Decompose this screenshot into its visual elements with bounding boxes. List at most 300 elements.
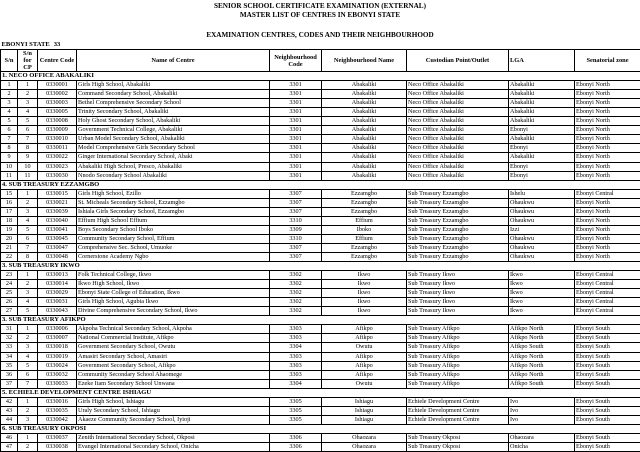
cell-centre-code: 0330022 — [38, 153, 77, 162]
cell-lga: Ikwo — [509, 280, 575, 289]
cell-zone: Ebonyi South — [575, 379, 640, 388]
cell-custodian: Sub Treasury Ikwo — [407, 289, 509, 298]
cell-neighbourhood-code: 3302 — [270, 271, 322, 280]
cell-neighbourhood-code: 3301 — [270, 108, 322, 117]
cell-lga: Afikpo North — [509, 361, 575, 370]
col-lga: LGA — [509, 50, 575, 72]
cell-sn-cp: 1 — [18, 433, 38, 442]
cell-sn: 37 — [1, 379, 18, 388]
cell-zone: Ebonyi North — [575, 81, 640, 90]
cell-centre-name: Abakaliki High School, Presco, Abakaliki — [77, 162, 270, 171]
cell-sn: 32 — [1, 334, 18, 343]
cell-neighbourhood-name: Abakaliki — [322, 153, 407, 162]
section-header — [1, 262, 640, 271]
cell-neighbourhood-name: Ohaozara — [322, 442, 407, 451]
cell-neighbourhood-code: 3301 — [270, 171, 322, 180]
cell-centre-code: 0330042 — [38, 415, 77, 424]
cell-lga: Afikpo South — [509, 343, 575, 352]
cell-zone: Ebonyi North — [575, 162, 640, 171]
cell-lga: Afikpo South — [509, 379, 575, 388]
cell-sn-cp: 2 — [18, 90, 38, 99]
cell-sn-cp: 2 — [18, 280, 38, 289]
cell-centre-name: Nnodo Secondary School Abakaliki — [77, 171, 270, 180]
cell-sn: 5 — [1, 117, 18, 126]
cell-sn-cp: 3 — [18, 289, 38, 298]
cell-zone: Ebonyi North — [575, 99, 640, 108]
cell-centre-name: Trinity Secondary School, Abakaliki — [77, 108, 270, 117]
cell-custodian: Sub Treasury Ezzamgbo — [407, 234, 509, 243]
cell-centre-name: Boys Secondary School Iboko — [77, 225, 270, 234]
cell-lga: Ohaozara — [509, 433, 575, 442]
cell-zone: Ebonyi North — [575, 207, 640, 216]
cell-custodian: Neco Office Abakaliki — [407, 108, 509, 117]
cell-neighbourhood-code: 3303 — [270, 325, 322, 334]
cell-neighbourhood-name: Afikpo — [322, 361, 407, 370]
cell-centre-name: Cornerstone Academy Ngbo — [77, 252, 270, 261]
cell-lga: Ivo — [509, 415, 575, 424]
cell-centre-code: 0330011 — [38, 144, 77, 153]
cell-lga: Abakaliki — [509, 135, 575, 144]
col-sn: S/n — [1, 50, 18, 72]
cell-sn: 17 — [1, 207, 18, 216]
section-title: 5. ECHIELE DEVELOPMENT CENTRE ISHIAGU — [1, 388, 640, 397]
cell-lga: Abakaliki — [509, 99, 575, 108]
cell-lga: Ohaukwu — [509, 243, 575, 252]
cell-custodian: Sub Treasury Afikpo — [407, 325, 509, 334]
cell-zone: Ebonyi North — [575, 126, 640, 135]
cell-neighbourhood-name: Ezzamgbo — [322, 207, 407, 216]
col-custodian: Custodian Point/Outlet — [407, 50, 509, 72]
cell-zone: Ebonyi North — [575, 108, 640, 117]
cell-centre-code: 0330016 — [38, 397, 77, 406]
section-title: 1. NECO OFFICE ABAKALIKI — [1, 72, 640, 81]
cell-zone: Ebonyi Central — [575, 298, 640, 307]
cell-sn-cp: 3 — [18, 343, 38, 352]
cell-zone: Ebonyi South — [575, 334, 640, 343]
cell-sn: 27 — [1, 307, 18, 316]
cell-sn: 23 — [1, 271, 18, 280]
cell-custodian: Sub Treasury Afikpo — [407, 343, 509, 352]
cell-zone: Ebonyi Central — [575, 289, 640, 298]
cell-lga: Ikwo — [509, 271, 575, 280]
section-header — [1, 72, 640, 81]
cell-sn: 36 — [1, 370, 18, 379]
cell-lga: Abakaliki — [509, 117, 575, 126]
cell-sn: 44 — [1, 415, 18, 424]
table-row — [1, 271, 640, 280]
cell-custodian: Sub Treasury Okposi — [407, 442, 509, 451]
table-row — [1, 234, 640, 243]
table-row — [1, 406, 640, 415]
cell-centre-code: 0330040 — [38, 216, 77, 225]
cell-zone: Ebonyi North — [575, 216, 640, 225]
cell-centre-code: 0330048 — [38, 252, 77, 261]
table-row — [1, 334, 640, 343]
cell-zone: Ebonyi South — [575, 433, 640, 442]
cell-custodian: Neco Office Abakaliki — [407, 117, 509, 126]
cell-neighbourhood-code: 3302 — [270, 289, 322, 298]
col-centre-code: Centre Code — [38, 50, 77, 72]
cell-sn-cp: 8 — [18, 252, 38, 261]
cell-centre-code: 0330045 — [38, 234, 77, 243]
cell-lga: Izzi — [509, 225, 575, 234]
col-neighbourhood-name: Neighbourhood Name — [322, 50, 407, 72]
cell-centre-name: Akpoha Technical Secondary School, Akpoha — [77, 325, 270, 334]
cell-sn: 19 — [1, 225, 18, 234]
cell-custodian: Sub Treasury Afikpo — [407, 370, 509, 379]
table-row — [1, 370, 640, 379]
table-row — [1, 99, 640, 108]
cell-neighbourhood-code: 3304 — [270, 379, 322, 388]
cell-lga: Onicha — [509, 442, 575, 451]
cell-sn-cp: 4 — [18, 352, 38, 361]
cell-centre-name: Holy Ghost Secondary School, Abakaliki — [77, 117, 270, 126]
cell-neighbourhood-name: Abakaliki — [322, 144, 407, 153]
cell-neighbourhood-name: Effium — [322, 234, 407, 243]
cell-neighbourhood-code: 3307 — [270, 198, 322, 207]
cell-centre-code: 0330006 — [38, 325, 77, 334]
cell-neighbourhood-code: 3301 — [270, 162, 322, 171]
cell-sn: 6 — [1, 126, 18, 135]
cell-zone: Ebonyi South — [575, 361, 640, 370]
cell-neighbourhood-code: 3307 — [270, 207, 322, 216]
cell-centre-code: 0330035 — [38, 406, 77, 415]
table-row — [1, 442, 640, 451]
cell-neighbourhood-code: 3303 — [270, 361, 322, 370]
cell-lga: Ohaukwu — [509, 198, 575, 207]
cell-lga: Afikpo North — [509, 370, 575, 379]
cell-neighbourhood-name: Ikwo — [322, 289, 407, 298]
cell-neighbourhood-code: 3305 — [270, 406, 322, 415]
section-title: 3. SUB TREASURY IKWO — [1, 262, 640, 271]
cell-neighbourhood-name: Abakaliki — [322, 162, 407, 171]
table-row — [1, 415, 640, 424]
cell-neighbourhood-code: 3307 — [270, 252, 322, 261]
cell-neighbourhood-name: Effium — [322, 216, 407, 225]
cell-sn-cp: 10 — [18, 162, 38, 171]
cell-centre-name: Ebonyi State College of Education, Ikwo — [77, 289, 270, 298]
cell-lga: Ohaukwu — [509, 216, 575, 225]
cell-neighbourhood-code: 3301 — [270, 90, 322, 99]
cell-sn-cp: 5 — [18, 307, 38, 316]
table-row — [1, 144, 640, 153]
cell-zone: Ebonyi North — [575, 90, 640, 99]
cell-sn-cp: 7 — [18, 135, 38, 144]
table-row — [1, 289, 640, 298]
cell-centre-code: 0330047 — [38, 243, 77, 252]
cell-neighbourhood-name: Ishiagu — [322, 397, 407, 406]
cell-sn-cp: 5 — [18, 225, 38, 234]
cell-centre-code: 0330015 — [38, 189, 77, 198]
cell-custodian: Sub Treasury Ikwo — [407, 280, 509, 289]
section-header — [1, 180, 640, 189]
cell-custodian: Neco Office Abakaliki — [407, 135, 509, 144]
cell-sn: 46 — [1, 433, 18, 442]
cell-neighbourhood-code: 3307 — [270, 243, 322, 252]
cell-neighbourhood-name: Abakaliki — [322, 135, 407, 144]
cell-custodian: Echiele Development Centre — [407, 415, 509, 424]
cell-zone: Ebonyi South — [575, 325, 640, 334]
cell-centre-code: 0330038 — [38, 442, 77, 451]
cell-lga: Afikpo North — [509, 325, 575, 334]
cell-sn-cp: 2 — [18, 334, 38, 343]
cell-centre-code: 0330041 — [38, 225, 77, 234]
cell-custodian: Neco Office Abakaliki — [407, 171, 509, 180]
cell-centre-name: Bethel Comprehensive Secondary School — [77, 99, 270, 108]
cell-sn: 22 — [1, 252, 18, 261]
cell-neighbourhood-name: Afikpo — [322, 325, 407, 334]
cell-centre-code: 0330037 — [38, 433, 77, 442]
table-row — [1, 207, 640, 216]
cell-custodian: Neco Office Abakaliki — [407, 90, 509, 99]
cell-lga: Ikwo — [509, 289, 575, 298]
cell-centre-code: 0330010 — [38, 135, 77, 144]
state-label: EBONYI STATE — [1, 41, 38, 50]
col-neighbourhood-code: Neighbourhood Code — [270, 50, 322, 72]
cell-centre-name: Girls High School, Ezillo — [77, 189, 270, 198]
table-row — [1, 198, 640, 207]
cell-sn-cp: 6 — [18, 370, 38, 379]
cell-sn-cp: 1 — [18, 81, 38, 90]
cell-neighbourhood-code: 3310 — [270, 216, 322, 225]
cell-zone: Ebonyi Central — [575, 271, 640, 280]
cell-centre-code: 0330021 — [38, 198, 77, 207]
cell-neighbourhood-code: 3306 — [270, 442, 322, 451]
cell-sn-cp: 8 — [18, 144, 38, 153]
cell-lga: Abakaliki — [509, 90, 575, 99]
cell-sn-cp: 2 — [18, 442, 38, 451]
table-row — [1, 433, 640, 442]
cell-custodian: Sub Treasury Ikwo — [407, 271, 509, 280]
section-title: 4. SUB TREASURY EZZAMGBO — [1, 180, 640, 189]
cell-lga: Ivo — [509, 397, 575, 406]
cell-centre-code: 0330024 — [38, 361, 77, 370]
cell-zone: Ebonyi South — [575, 352, 640, 361]
cell-sn: 47 — [1, 442, 18, 451]
cell-centre-code: 0330032 — [38, 370, 77, 379]
cell-neighbourhood-name: Ishiagu — [322, 406, 407, 415]
table-row — [1, 379, 640, 388]
cell-centre-code: 0330003 — [38, 99, 77, 108]
cell-zone: Ebonyi South — [575, 343, 640, 352]
cell-zone: Ebonyi North — [575, 252, 640, 261]
cell-sn-cp: 4 — [18, 298, 38, 307]
cell-custodian: Neco Office Abakaliki — [407, 153, 509, 162]
cell-sn: 21 — [1, 243, 18, 252]
cell-centre-name: Girls High School, Ishiagu — [77, 397, 270, 406]
table-row — [1, 298, 640, 307]
table-row — [1, 325, 640, 334]
cell-lga: Ebonyi — [509, 162, 575, 171]
cell-lga: Afikpo North — [509, 352, 575, 361]
cell-neighbourhood-name: Abakaliki — [322, 117, 407, 126]
cell-zone: Ebonyi South — [575, 406, 640, 415]
cell-custodian: Sub Treasury Afikpo — [407, 361, 509, 370]
cell-lga: Abakaliki — [509, 81, 575, 90]
cell-custodian: Sub Treasury Afikpo — [407, 352, 509, 361]
cell-zone: Ebonyi South — [575, 415, 640, 424]
cell-lga: Ishelu — [509, 189, 575, 198]
cell-sn-cp: 11 — [18, 171, 38, 180]
cell-sn-cp: 7 — [18, 243, 38, 252]
table-row — [1, 225, 640, 234]
cell-sn: 33 — [1, 343, 18, 352]
cell-sn: 3 — [1, 99, 18, 108]
cell-lga: Ebonyi — [509, 171, 575, 180]
cell-centre-name: Girls High School, Abakaliki — [77, 81, 270, 90]
cell-centre-name: Effium High School Effium — [77, 216, 270, 225]
master-list-title: MASTER LIST OF CENTRES IN EBONYI STATE — [0, 11, 640, 20]
cell-sn: 25 — [1, 289, 18, 298]
table-row — [1, 81, 640, 90]
cell-zone: Ebonyi Central — [575, 307, 640, 316]
cell-centre-name: Ezeke Itam Secondary School Unwana — [77, 379, 270, 388]
cell-neighbourhood-code: 3306 — [270, 433, 322, 442]
table-row — [1, 189, 640, 198]
table-row — [1, 216, 640, 225]
cell-neighbourhood-name: Ikwo — [322, 280, 407, 289]
cell-centre-code: 0330031 — [38, 298, 77, 307]
cell-neighbourhood-name: Ikwo — [322, 271, 407, 280]
cell-centre-code: 0330019 — [38, 352, 77, 361]
cell-zone: Ebonyi Central — [575, 189, 640, 198]
table-row — [1, 252, 640, 261]
cell-zone: Ebonyi North — [575, 144, 640, 153]
cell-neighbourhood-name: Iboko — [322, 225, 407, 234]
cell-lga: Abakaliki — [509, 108, 575, 117]
cell-sn-cp: 4 — [18, 216, 38, 225]
section-header — [1, 388, 640, 397]
cell-custodian: Neco Office Abakaliki — [407, 126, 509, 135]
col-zone: Senatorial zone — [575, 50, 640, 72]
table-row — [1, 126, 640, 135]
cell-neighbourhood-code: 3303 — [270, 370, 322, 379]
cell-custodian: Sub Treasury Okposi — [407, 433, 509, 442]
cell-neighbourhood-code: 3309 — [270, 225, 322, 234]
cell-centre-name: Government Secondary School, Owutu — [77, 343, 270, 352]
cell-sn: 35 — [1, 361, 18, 370]
cell-centre-code: 0330018 — [38, 343, 77, 352]
cell-centre-name: Command Secondary School, Abakaliki — [77, 90, 270, 99]
cell-neighbourhood-name: Ezzamgbo — [322, 198, 407, 207]
cell-neighbourhood-name: Abakaliki — [322, 126, 407, 135]
cell-zone: Ebonyi South — [575, 370, 640, 379]
cell-centre-name: Girls High School, Agubia Ikwo — [77, 298, 270, 307]
cell-neighbourhood-code: 3301 — [270, 126, 322, 135]
cell-neighbourhood-name: Abakaliki — [322, 108, 407, 117]
cell-zone: Ebonyi North — [575, 117, 640, 126]
cell-neighbourhood-code: 3303 — [270, 334, 322, 343]
cell-neighbourhood-name: Afikpo — [322, 370, 407, 379]
cell-centre-code: 0330013 — [38, 271, 77, 280]
cell-centre-code: 0330030 — [38, 171, 77, 180]
cell-lga: Ikwo — [509, 307, 575, 316]
table-row — [1, 361, 640, 370]
cell-sn-cp: 5 — [18, 361, 38, 370]
cell-centre-name: Model Comprehensive Girls Secondary School — [77, 144, 270, 153]
centres-subtitle: EXAMINATION CENTRES, CODES AND THEIR NEIGHBOURHOOD — [0, 31, 640, 40]
cell-neighbourhood-code: 3302 — [270, 298, 322, 307]
table-row — [1, 307, 640, 316]
cell-custodian: Sub Treasury Ezzamgbo — [407, 207, 509, 216]
cell-centre-name: Government Technical College, Abakaliki — [77, 126, 270, 135]
cell-sn: 20 — [1, 234, 18, 243]
cell-zone: Ebonyi North — [575, 225, 640, 234]
cell-centre-code: 0330001 — [38, 81, 77, 90]
cell-centre-code: 0330008 — [38, 117, 77, 126]
cell-neighbourhood-name: Abakaliki — [322, 171, 407, 180]
cell-custodian: Sub Treasury Ikwo — [407, 298, 509, 307]
table-row — [1, 343, 640, 352]
cell-centre-code: 0330014 — [38, 280, 77, 289]
cell-lga: Ivo — [509, 406, 575, 415]
cell-zone: Ebonyi Central — [575, 280, 640, 289]
cell-zone: Ebonyi North — [575, 135, 640, 144]
cell-centre-name: Akaeze Community Secondary School, Iyioji — [77, 415, 270, 424]
cell-neighbourhood-code: 3301 — [270, 135, 322, 144]
cell-lga: Ohaukwu — [509, 207, 575, 216]
cell-centre-code: 0330029 — [38, 289, 77, 298]
cell-zone: Ebonyi North — [575, 234, 640, 243]
cell-centre-name: Community Secondary School, Effium — [77, 234, 270, 243]
cell-zone: Ebonyi North — [575, 153, 640, 162]
cell-lga: Ebonyi — [509, 126, 575, 135]
cell-neighbourhood-name: Abakaliki — [322, 99, 407, 108]
state-row — [1, 41, 640, 50]
cell-lga: Ikwo — [509, 298, 575, 307]
cell-neighbourhood-code: 3307 — [270, 189, 322, 198]
cell-neighbourhood-code: 3304 — [270, 343, 322, 352]
table-row — [1, 153, 640, 162]
section-title: 3. SUB TREASURY AFIKPO — [1, 316, 640, 325]
cell-centre-name: Urban Model Secondary School, Abakaliki — [77, 135, 270, 144]
cell-sn: 8 — [1, 144, 18, 153]
cell-neighbourhood-code: 3301 — [270, 144, 322, 153]
table-row — [1, 352, 640, 361]
cell-centre-code: 0330033 — [38, 379, 77, 388]
centres-table — [0, 41, 640, 452]
table-row — [1, 108, 640, 117]
cell-neighbourhood-code: 3305 — [270, 397, 322, 406]
cell-zone: Ebonyi South — [575, 397, 640, 406]
section-header — [1, 316, 640, 325]
table-row — [1, 243, 640, 252]
cell-sn: 24 — [1, 280, 18, 289]
cell-centre-name: Zenith International Secondary School, Okposi — [77, 433, 270, 442]
cell-neighbourhood-name: Afikpo — [322, 352, 407, 361]
cell-centre-code: 0330039 — [38, 207, 77, 216]
cell-sn-cp: 2 — [18, 406, 38, 415]
cell-sn-cp: 3 — [18, 207, 38, 216]
cell-custodian: Sub Treasury Afikpo — [407, 379, 509, 388]
cell-sn-cp: 6 — [18, 234, 38, 243]
cell-centre-name: Comprehensive Sec. School, Umuoke — [77, 243, 270, 252]
table-row — [1, 135, 640, 144]
cell-sn: 1 — [1, 81, 18, 90]
cell-neighbourhood-name: Ezzamgbo — [322, 189, 407, 198]
cell-sn: 2 — [1, 90, 18, 99]
cell-custodian: Echiele Development Centre — [407, 406, 509, 415]
cell-custodian: Sub Treasury Ezzamgbo — [407, 216, 509, 225]
cell-sn: 16 — [1, 198, 18, 207]
cell-centre-name: Ishiala Girls Secondary School, Ezzamgbo — [77, 207, 270, 216]
cell-sn-cp: 7 — [18, 379, 38, 388]
cell-sn: 7 — [1, 135, 18, 144]
cell-sn: 15 — [1, 189, 18, 198]
cell-sn: 9 — [1, 153, 18, 162]
cell-neighbourhood-name: Ishiagu — [322, 415, 407, 424]
cell-sn: 18 — [1, 216, 18, 225]
